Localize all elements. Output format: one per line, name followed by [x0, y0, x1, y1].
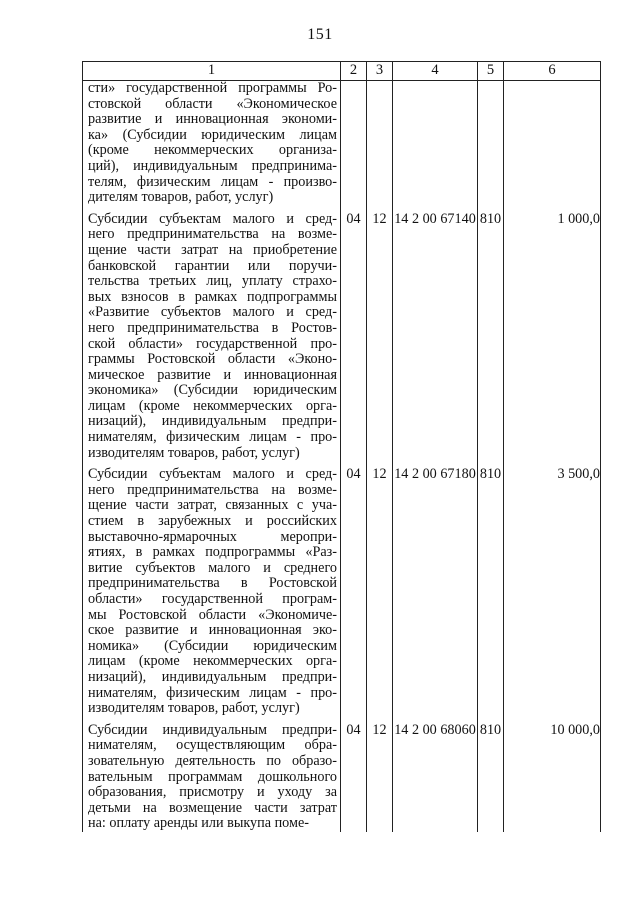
description-line: «Развитие субъектов малого и сред-	[88, 305, 337, 321]
expense-type-code: 810	[478, 467, 504, 717]
subsection-code: 12	[367, 467, 393, 717]
section-code: 04	[341, 723, 367, 832]
description-line: изводителям товаров, работ, услуг)	[88, 445, 300, 461]
table-header-row	[83, 62, 601, 81]
column-header: 5	[478, 62, 504, 81]
description-line: предпринимательства в Ростовской	[88, 576, 337, 592]
description-line: мы Ростовской области «Экономиче-	[88, 607, 337, 623]
description-line: низаций), индивидуальным предпри-	[88, 414, 337, 430]
subsection-code	[367, 81, 393, 206]
page-number: 151	[307, 26, 333, 43]
description-line: детьми на возмещение части затрат	[88, 800, 337, 816]
description-line: ка» (Субсидии юридическим лицам	[88, 127, 337, 143]
description-line: щение части затрат на приобретение	[88, 242, 337, 258]
table-body	[83, 81, 601, 832]
target-article-code: 14 2 00 68060	[393, 723, 478, 832]
amount-value: 3 500,0	[504, 467, 601, 717]
table-row	[83, 723, 601, 832]
description-line: ций), индивидуальным предпринима-	[88, 158, 337, 174]
column-header: 6	[504, 62, 601, 81]
description-line: (кроме некоммерческих организа-	[88, 143, 337, 159]
target-article-code: 14 2 00 67180	[393, 467, 478, 717]
target-article-code: 14 2 00 67140	[393, 212, 478, 462]
description-line: нимателям, физическим лицам - про-	[88, 685, 337, 701]
description-line: зовательную деятельность по образо-	[88, 753, 337, 769]
amount-value: 10 000,0	[504, 723, 601, 832]
amount-value	[504, 81, 601, 206]
column-header: 1	[83, 62, 341, 81]
expense-type-code: 810	[478, 723, 504, 832]
description-line: щение части затрат, связанных с уча-	[88, 498, 337, 514]
budget-table	[82, 61, 601, 832]
description-line: ской области» государственной про-	[88, 336, 337, 352]
section-code: 04	[341, 212, 367, 462]
description-line: развитие и инновационная экономи-	[88, 112, 337, 128]
description-line: Субсидии индивидуальным предпри-	[88, 722, 337, 738]
description-line: нимателям, осуществляющим обра-	[88, 738, 337, 754]
description-line: граммы Ростовской области «Эконо-	[88, 352, 337, 368]
description-line: телям, физическим лицам - произво-	[88, 174, 337, 190]
amount-value: 1 000,0	[504, 212, 601, 462]
description-line: мическое развитие и инновационная	[88, 367, 337, 383]
table-row	[83, 212, 601, 462]
description-line: него предпринимательства на возме-	[88, 482, 337, 498]
description-line: лицам (кроме некоммерческих орга-	[88, 398, 337, 414]
description-line: стием в зарубежных и российских	[88, 514, 337, 530]
row-description	[83, 212, 341, 462]
description-line: вых взносов в рамках подпрограммы	[88, 289, 337, 305]
row-description	[83, 723, 341, 832]
description-line: Субсидии субъектам малого и сред-	[88, 211, 337, 227]
description-line: вательным программам дошкольного	[88, 769, 337, 785]
subsection-code: 12	[367, 723, 393, 832]
description-line: тельства третьих лиц, уплату страхо-	[88, 274, 337, 290]
description-line: нимателям, физическим лицам - про-	[88, 430, 337, 446]
table-row	[83, 81, 601, 206]
section-code: 04	[341, 467, 367, 717]
table-row	[83, 467, 601, 717]
description-line: витие субъектов малого и среднего	[88, 560, 337, 576]
description-line: банковской гарантии или поручи-	[88, 258, 337, 274]
row-description	[83, 81, 341, 206]
expense-type-code: 810	[478, 212, 504, 462]
description-line: дителям товаров, работ, услуг)	[88, 190, 274, 206]
target-article-code	[393, 81, 478, 206]
description-line: Субсидии субъектам малого и сред-	[88, 467, 337, 483]
description-line: области» государственной програм-	[88, 592, 337, 607]
description-line: ское развитие и инновационная эко-	[88, 623, 337, 639]
description-line: сти» государственной программы Ро-	[88, 81, 337, 96]
description-line: лицам (кроме некоммерческих орга-	[88, 654, 337, 670]
description-line: образования, присмотру и уходу за	[88, 785, 337, 801]
description-line: номика» (Субсидии юридическим	[88, 638, 337, 654]
description-line: ятиях, в рамках подпрограммы «Раз-	[88, 545, 337, 561]
section-code	[341, 81, 367, 206]
description-line: экономика» (Субсидии юридическим	[88, 383, 337, 399]
description-line: стовской области «Экономическое	[88, 96, 337, 112]
description-line: низаций), индивидуальным предпри-	[88, 669, 337, 685]
description-line: на: оплату аренды или выкупа поме-	[88, 816, 309, 832]
expense-type-code	[478, 81, 504, 206]
column-header: 3	[367, 62, 393, 81]
description-line: него предпринимательства на возме-	[88, 227, 337, 243]
description-line: выставочно-ярмарочных меропри-	[88, 529, 337, 545]
description-line: изводителям товаров, работ, услуг)	[88, 701, 300, 717]
column-header: 2	[341, 62, 367, 81]
column-header: 4	[393, 62, 478, 81]
subsection-code: 12	[367, 212, 393, 462]
description-line: него предпринимательства в Ростов-	[88, 320, 337, 336]
row-description	[83, 467, 341, 717]
